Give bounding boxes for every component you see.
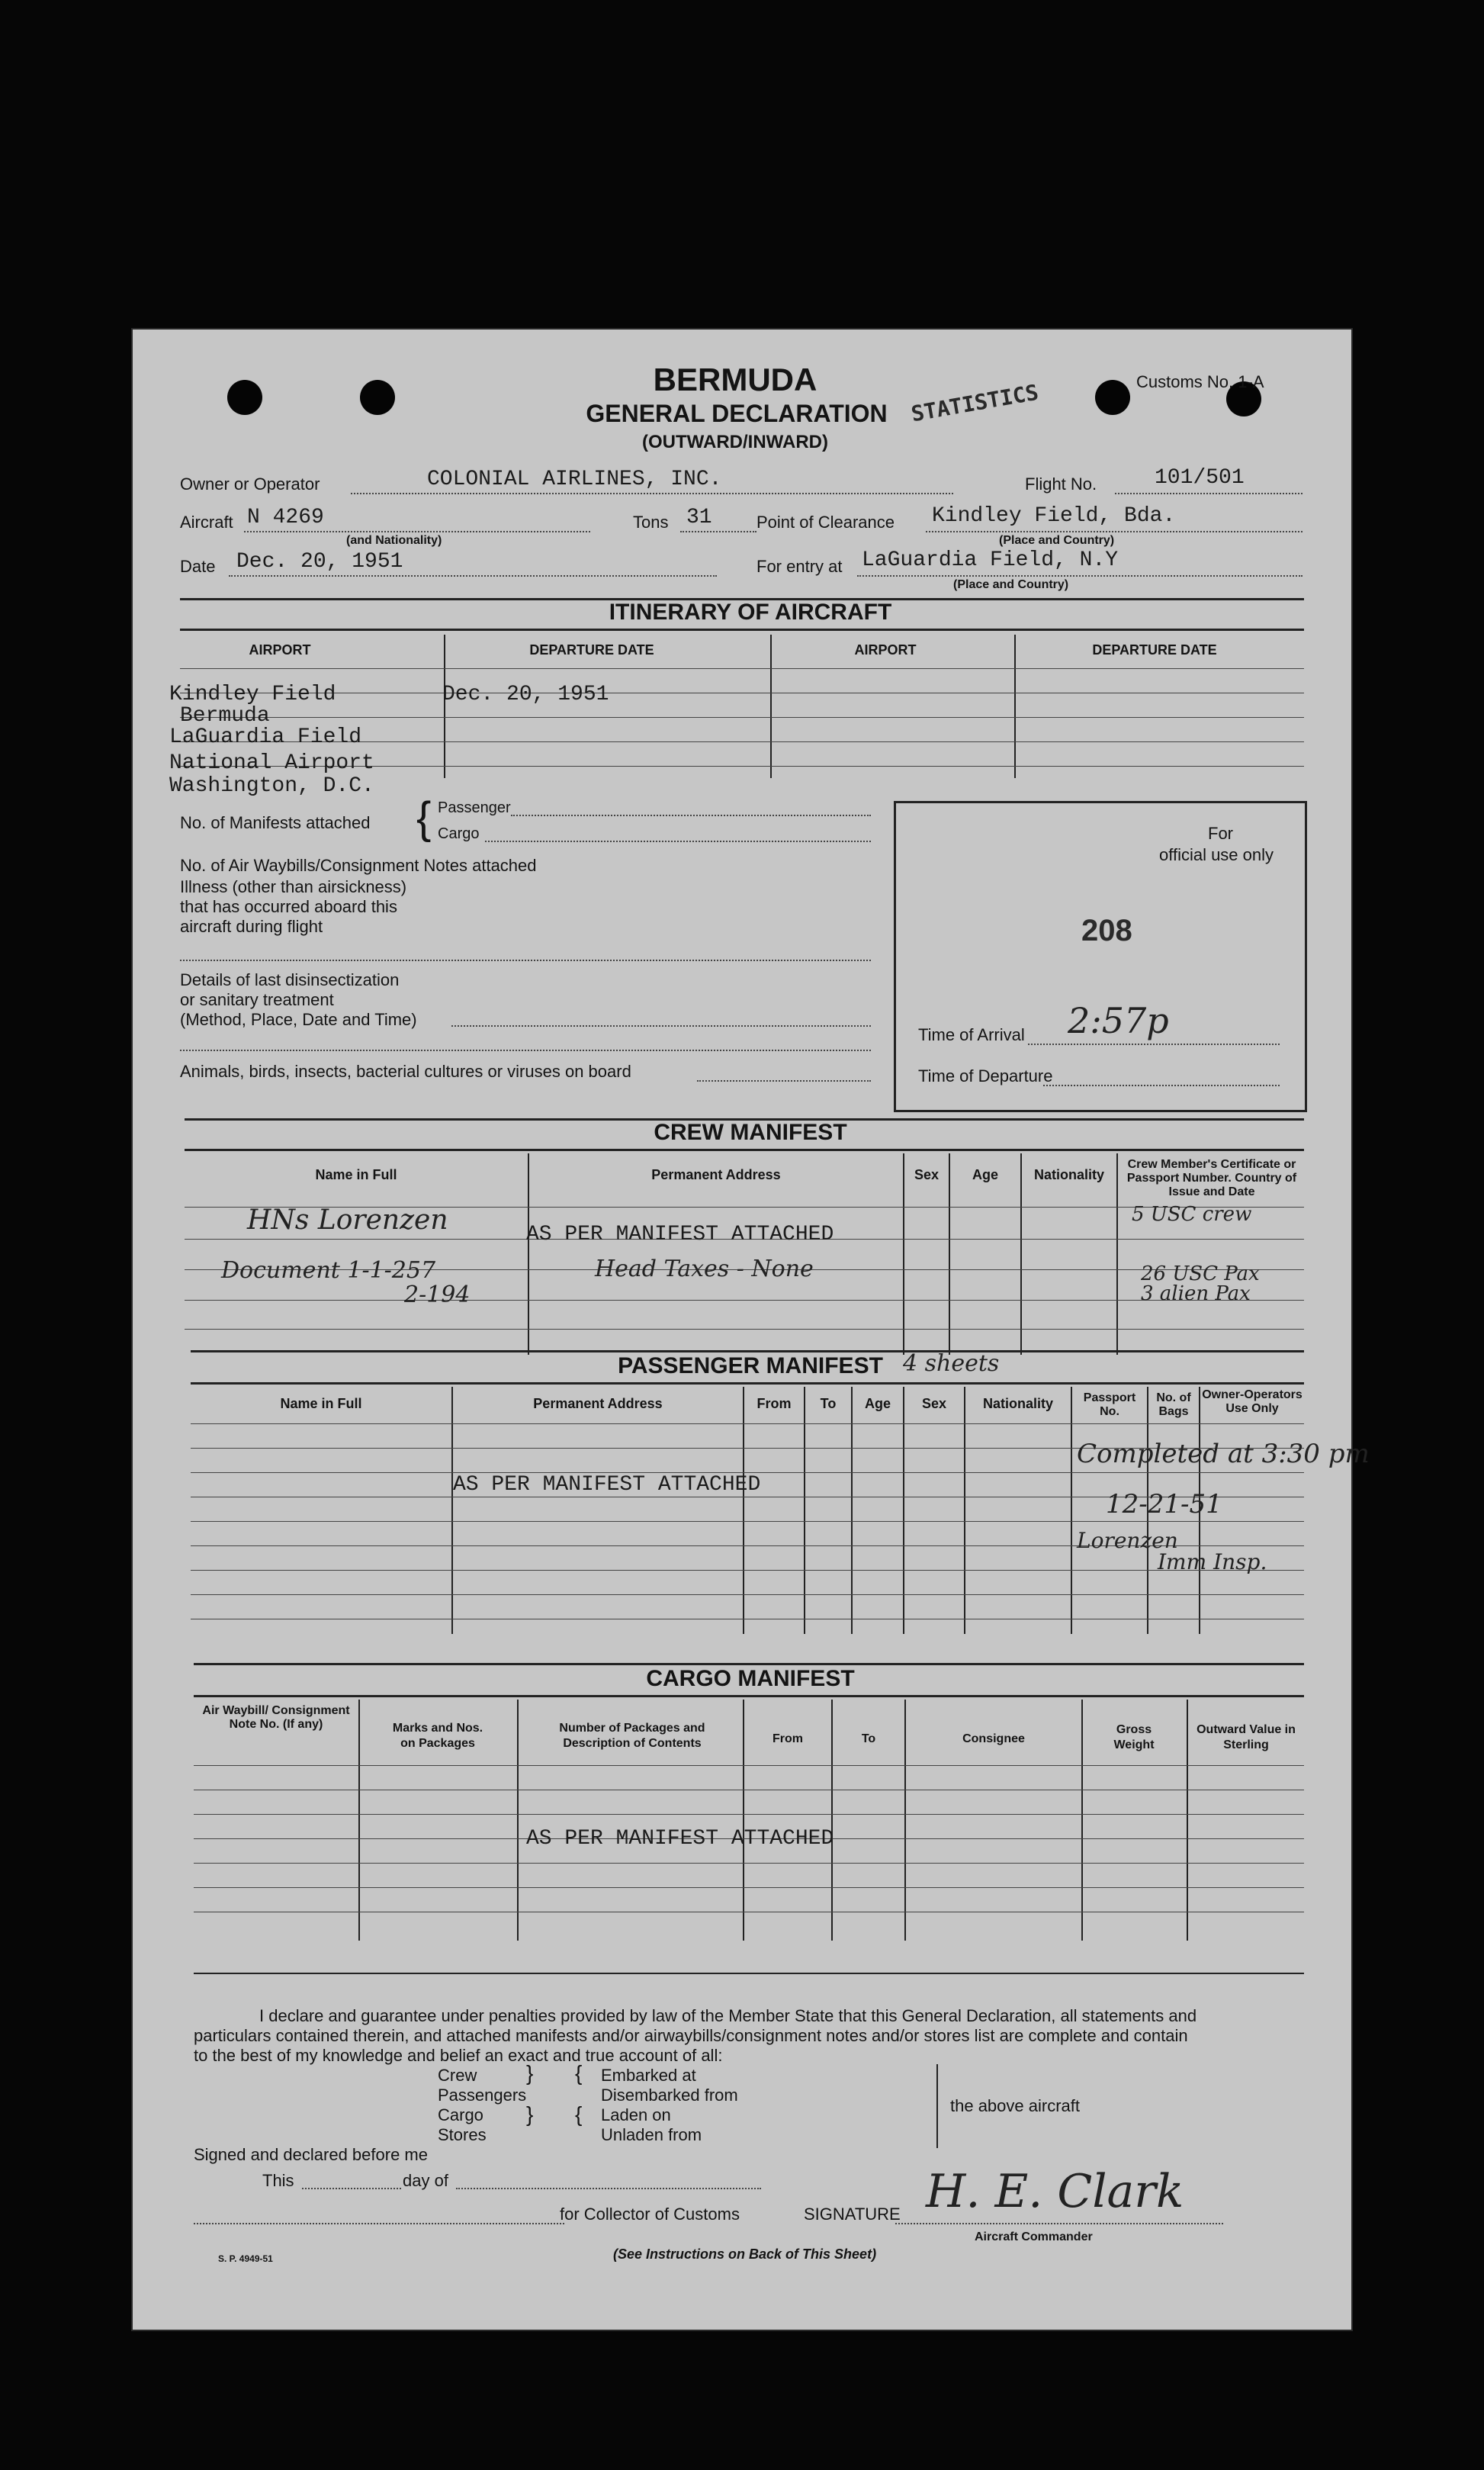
entry-note: (Place and Country) bbox=[953, 578, 1069, 591]
itinerary-header-departure: DEPARTURE DATE bbox=[529, 642, 654, 658]
official-number: 208 bbox=[1081, 914, 1132, 947]
crew-address: AS PER MANIFEST ATTACHED bbox=[526, 1223, 834, 1246]
tons-value: 31 bbox=[686, 506, 712, 529]
brace-icon: } bbox=[526, 2102, 534, 2126]
illness-label-1: Illness (other than airsickness) bbox=[180, 877, 407, 896]
row-line bbox=[185, 1300, 1304, 1301]
row-line bbox=[180, 668, 1304, 669]
aircraft-label: Aircraft bbox=[180, 513, 233, 532]
tons-label: Tons bbox=[633, 513, 669, 532]
crew-name-signature: HNs Lorenzen bbox=[247, 1204, 448, 1236]
row-line bbox=[194, 1887, 1304, 1888]
rule bbox=[194, 1973, 1304, 1974]
form-code: S. P. 4949-51 bbox=[218, 2253, 273, 2264]
declaration-passengers: Passengers bbox=[438, 2086, 527, 2105]
brace-icon: { bbox=[416, 793, 432, 843]
column-divider bbox=[1116, 1153, 1118, 1355]
date-label: Date bbox=[180, 557, 216, 576]
passenger-header-bags: No. of Bags bbox=[1156, 1391, 1191, 1418]
itinerary-airport-2: Bermuda bbox=[180, 704, 270, 728]
passenger-underline bbox=[511, 815, 871, 816]
cargo-header-weight: Gross Weight bbox=[1113, 1723, 1155, 1751]
passenger-header-owner: Owner-Operators Use Only bbox=[1202, 1388, 1303, 1415]
cargo-header-value: Outward Value in Sterling bbox=[1197, 1723, 1296, 1751]
passenger-address: AS PER MANIFEST ATTACHED bbox=[453, 1473, 761, 1497]
column-divider bbox=[528, 1153, 529, 1355]
crew-header-sex: Sex bbox=[914, 1167, 940, 1182]
cargo-underline bbox=[485, 841, 871, 842]
row-line bbox=[194, 1814, 1304, 1815]
rule bbox=[191, 1350, 1304, 1352]
declaration-aircraft: the above aircraft bbox=[950, 2096, 1080, 2115]
passenger-header-name: Name in Full bbox=[280, 1396, 362, 1411]
passenger-note-date: 12-21-51 bbox=[1106, 1489, 1222, 1520]
itinerary-airport-1: Kindley Field bbox=[169, 683, 336, 706]
passenger-note-inspector: Imm Insp. bbox=[1158, 1549, 1267, 1574]
column-divider bbox=[903, 1153, 904, 1355]
rule bbox=[191, 1382, 1304, 1385]
animals-underline bbox=[697, 1080, 871, 1082]
flight-underline bbox=[1115, 493, 1303, 494]
entry-value: LaGuardia Field, N.Y bbox=[862, 548, 1119, 572]
declaration-laden: Laden on bbox=[601, 2105, 671, 2124]
row-line bbox=[185, 1329, 1304, 1330]
form-direction: (OUTWARD/INWARD) bbox=[642, 432, 828, 452]
aircraft-underline bbox=[244, 531, 590, 532]
declaration-unladen: Unladen from bbox=[601, 2125, 702, 2144]
form-number: Customs No. 1-A bbox=[1136, 372, 1264, 391]
row-line bbox=[191, 1594, 1304, 1595]
statistics-stamp: STATISTICS bbox=[909, 379, 1041, 427]
crew-header-nationality: Nationality bbox=[1033, 1167, 1104, 1182]
passenger-note-signature: Lorenzen bbox=[1077, 1528, 1178, 1553]
cargo-header-to: To bbox=[861, 1732, 876, 1745]
passenger-header-address: Permanent Address bbox=[533, 1396, 663, 1411]
cargo-header-packages: Number of Packages and Description of Contents bbox=[559, 1722, 705, 1750]
form-title: BERMUDA bbox=[653, 362, 817, 397]
itinerary-departure-1: Dec. 20, 1951 bbox=[442, 683, 609, 706]
flight-value: 101/501 bbox=[1155, 466, 1245, 490]
crew-documents-2: 2-194 bbox=[404, 1282, 471, 1308]
owner-label: Owner or Operator bbox=[180, 474, 320, 494]
declaration-embarked: Embarked at bbox=[601, 2066, 696, 2085]
flight-label: Flight No. bbox=[1025, 474, 1097, 494]
waybills-label: No. of Air Waybills/Consignment Notes attached bbox=[180, 856, 537, 875]
cargo-note: AS PER MANIFEST ATTACHED bbox=[526, 1827, 834, 1851]
passenger-note-completed: Completed at 3:30 pm bbox=[1077, 1439, 1370, 1469]
day-of-label: day of bbox=[403, 2171, 448, 2190]
row-line bbox=[191, 1570, 1304, 1571]
itinerary-airport-5: Washington, D.C. bbox=[169, 774, 374, 798]
disinsect-underline bbox=[451, 1025, 871, 1027]
column-divider bbox=[770, 635, 772, 778]
punch-hole bbox=[360, 380, 395, 415]
rule bbox=[194, 1663, 1304, 1665]
manifests-label: No. of Manifests attached bbox=[180, 813, 371, 832]
date-value: Dec. 20, 1951 bbox=[236, 550, 403, 574]
aircraft-value: N 4269 bbox=[247, 506, 324, 529]
itinerary-airport-3: LaGuardia Field bbox=[169, 725, 362, 749]
arrival-label: Time of Arrival bbox=[918, 1025, 1025, 1044]
entry-underline bbox=[857, 575, 1303, 577]
crew-header-address: Permanent Address bbox=[651, 1167, 781, 1182]
row-line bbox=[194, 1863, 1304, 1864]
animals-label: Animals, birds, insects, bacterial cultures or viruses on board bbox=[180, 1062, 631, 1081]
row-line bbox=[191, 1521, 1304, 1522]
instructions-note: (See Instructions on Back of This Sheet) bbox=[613, 2246, 877, 2262]
rule bbox=[185, 1149, 1304, 1151]
declaration-form bbox=[133, 330, 1370, 2330]
passenger-title: PASSENGER MANIFEST bbox=[618, 1353, 883, 1378]
disinsect-label-1: Details of last disinsectization bbox=[180, 970, 400, 989]
column-divider bbox=[444, 635, 445, 778]
passenger-header-nationality: Nationality bbox=[982, 1396, 1053, 1411]
entry-label: For entry at bbox=[756, 557, 843, 576]
passenger-sheets: 4 sheets bbox=[903, 1350, 1000, 1377]
disinsect-label-2: or sanitary treatment bbox=[180, 990, 334, 1009]
column-divider bbox=[1081, 1700, 1083, 1941]
owner-underline bbox=[351, 493, 953, 494]
disinsect-underline-2 bbox=[180, 1050, 871, 1051]
row-line bbox=[191, 1423, 1304, 1424]
column-divider bbox=[1020, 1153, 1022, 1355]
column-divider bbox=[517, 1700, 519, 1941]
official-label-1: For bbox=[1208, 824, 1233, 843]
passenger-header-to: To bbox=[820, 1396, 837, 1411]
this-underline bbox=[302, 2188, 401, 2189]
signed-label: Signed and declared before me bbox=[194, 2145, 428, 2164]
clearance-note: (Place and Country) bbox=[999, 534, 1115, 547]
collector-underline bbox=[194, 2223, 564, 2224]
clearance-label: Point of Clearance bbox=[756, 513, 895, 532]
arrival-underline bbox=[1028, 1044, 1280, 1045]
itinerary-airport-4: National Airport bbox=[169, 751, 374, 775]
cargo-header-from: From bbox=[773, 1732, 803, 1745]
day-underline bbox=[456, 2188, 761, 2189]
declaration-line-1: I declare and guarantee under penalties provided by law of the Member State that this General Declaration, all statements and bbox=[259, 2006, 1197, 2025]
illness-label-3: aircraft during flight bbox=[180, 917, 323, 936]
column-divider bbox=[358, 1700, 360, 1941]
signature-label: SIGNATURE bbox=[804, 2205, 901, 2224]
passenger-header-from: From bbox=[756, 1396, 792, 1411]
rule bbox=[180, 629, 1304, 631]
cargo-header-marks: Marks and Nos. on Packages bbox=[392, 1722, 483, 1750]
crew-cert-3: 3 alien Pax bbox=[1141, 1282, 1251, 1305]
brace-icon: { bbox=[575, 2061, 583, 2085]
declaration-crew: Crew bbox=[438, 2066, 477, 2085]
form-subtitle: GENERAL DECLARATION bbox=[586, 400, 888, 427]
crew-title: CREW MANIFEST bbox=[654, 1120, 847, 1145]
crew-head-taxes: Head Taxes - None bbox=[595, 1256, 814, 1282]
tons-underline bbox=[680, 531, 756, 532]
declaration-disembarked: Disembarked from bbox=[601, 2086, 738, 2105]
itinerary-header-departure-2: DEPARTURE DATE bbox=[1092, 642, 1217, 658]
commander-label: Aircraft Commander bbox=[975, 2230, 1093, 2243]
owner-value: COLONIAL AIRLINES, INC. bbox=[427, 468, 722, 491]
crew-documents: Document 1-1-257 bbox=[221, 1257, 436, 1284]
declaration-line-2: particulars contained therein, and attached manifests and/or airwaybills/consignment notes and/or stores list are complete and contain bbox=[194, 2026, 1188, 2045]
commander-signature: H. E. Clark bbox=[926, 2165, 1184, 2218]
punch-hole bbox=[1095, 380, 1130, 415]
cargo-title: CARGO MANIFEST bbox=[646, 1666, 855, 1691]
arrival-value: 2:57p bbox=[1068, 1000, 1169, 1041]
row-line bbox=[180, 717, 1304, 718]
column-divider bbox=[949, 1153, 950, 1355]
illness-underline bbox=[180, 960, 871, 961]
official-label-2: official use only bbox=[1159, 845, 1274, 864]
manifests-cargo-label: Cargo bbox=[438, 825, 480, 842]
itinerary-header-airport-2: AIRPORT bbox=[854, 642, 917, 658]
cargo-header-waybill: Air Waybill/ Consignment Note No. (If any) bbox=[202, 1704, 350, 1731]
itinerary-title: ITINERARY OF AIRCRAFT bbox=[609, 600, 892, 625]
clearance-underline bbox=[926, 531, 1303, 532]
this-label: This bbox=[262, 2171, 294, 2190]
brace-icon: { bbox=[575, 2102, 583, 2126]
row-line bbox=[194, 1765, 1304, 1766]
collector-label: for Collector of Customs bbox=[560, 2205, 740, 2224]
passenger-header-passport: Passport No. bbox=[1083, 1391, 1136, 1418]
illness-label-2: that has occurred aboard this bbox=[180, 897, 397, 916]
crew-cert-1: 5 USC crew bbox=[1132, 1203, 1252, 1226]
clearance-value: Kindley Field, Bda. bbox=[932, 504, 1176, 528]
aircraft-note: (and Nationality) bbox=[346, 534, 442, 547]
rule bbox=[194, 1695, 1304, 1697]
declaration-stores: Stores bbox=[438, 2125, 487, 2144]
crew-header-certificate: Crew Member's Certificate or Passport Number. Country of Issue and Date bbox=[1126, 1158, 1297, 1198]
passenger-header-age: Age bbox=[864, 1396, 891, 1411]
disinsect-label-3: (Method, Place, Date and Time) bbox=[180, 1010, 417, 1029]
date-underline bbox=[229, 575, 717, 577]
declaration-bracket bbox=[936, 2064, 938, 2148]
column-divider bbox=[1014, 635, 1016, 778]
departure-time-underline bbox=[1043, 1085, 1280, 1086]
crew-header-name: Name in Full bbox=[315, 1167, 397, 1182]
manifests-passenger-label: Passenger bbox=[438, 799, 511, 816]
departure-time-label: Time of Departure bbox=[918, 1066, 1053, 1085]
itinerary-header-airport: AIRPORT bbox=[249, 642, 311, 658]
brace-icon: } bbox=[526, 2061, 534, 2085]
crew-header-age: Age bbox=[972, 1167, 998, 1182]
punch-hole bbox=[227, 380, 262, 415]
cargo-header-consignee: Consignee bbox=[962, 1732, 1025, 1745]
signature-underline bbox=[895, 2223, 1223, 2224]
passenger-header-sex: Sex bbox=[921, 1396, 947, 1411]
crew-cert-2: 26 USC Pax bbox=[1141, 1262, 1260, 1285]
declaration-line-3: to the best of my knowledge and belief an exact and true account of all: bbox=[194, 2046, 723, 2065]
declaration-cargo: Cargo bbox=[438, 2105, 483, 2124]
